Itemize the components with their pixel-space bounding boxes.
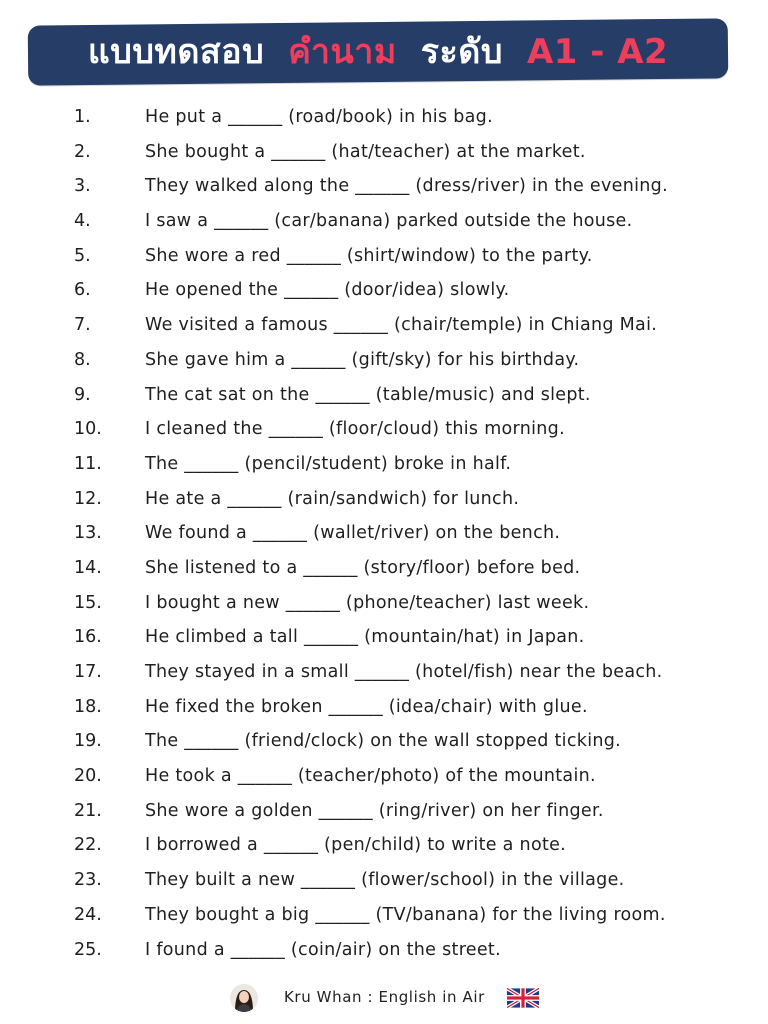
title-part-test: แบบทดสอบ bbox=[87, 32, 265, 72]
worksheet-title bbox=[28, 22, 728, 82]
question-number: 18. bbox=[74, 696, 102, 717]
question-number: 15. bbox=[74, 592, 102, 613]
footer bbox=[0, 980, 768, 1016]
question-sentence: They bought a big ______ (TV/banana) for the living room. bbox=[145, 904, 666, 925]
question-list bbox=[0, 100, 768, 967]
question-item bbox=[0, 551, 768, 586]
question-item bbox=[0, 169, 768, 204]
question-item bbox=[0, 863, 768, 898]
question-number: 8. bbox=[74, 349, 91, 370]
question-sentence: He put a ______ (road/book) in his bag. bbox=[145, 107, 493, 127]
title-part-grade: A1 - A2 bbox=[526, 32, 669, 72]
question-number: 17. bbox=[74, 662, 102, 682]
question-item bbox=[0, 135, 768, 170]
question-sentence: She bought a ______ (hat/teacher) at the market. bbox=[145, 141, 586, 162]
question-sentence: She wore a golden ______ (ring/river) on her finger. bbox=[145, 800, 604, 821]
question-item bbox=[0, 204, 768, 239]
question-number: 14. bbox=[74, 557, 102, 578]
question-sentence: He opened the ______ (door/idea) slowly. bbox=[145, 280, 510, 301]
question-number: 21. bbox=[74, 800, 102, 821]
question-item bbox=[0, 933, 768, 968]
question-sentence: I saw a ______ (car/banana) parked outside the house. bbox=[145, 211, 633, 232]
question-item bbox=[0, 100, 768, 135]
question-number: 22. bbox=[74, 835, 102, 856]
question-sentence: I bought a new ______ (phone/teacher) last week. bbox=[145, 592, 590, 613]
question-number: 16. bbox=[74, 627, 102, 648]
question-sentence: She listened to a ______ (story/floor) before bed. bbox=[145, 557, 581, 578]
question-item bbox=[0, 828, 768, 863]
question-item bbox=[0, 724, 768, 759]
question-sentence: We found a ______ (wallet/river) on the bench. bbox=[145, 523, 561, 544]
question-number: 25. bbox=[74, 939, 102, 960]
question-sentence: She gave him a ______ (gift/sky) for his birthday. bbox=[145, 349, 580, 370]
question-sentence: She wore a red ______ (shirt/window) to the party. bbox=[145, 245, 593, 266]
question-item bbox=[0, 794, 768, 829]
question-item bbox=[0, 482, 768, 517]
question-sentence: I cleaned the ______ (floor/cloud) this morning. bbox=[145, 419, 565, 440]
question-item bbox=[0, 586, 768, 621]
question-item bbox=[0, 378, 768, 413]
question-number: 1. bbox=[74, 107, 91, 127]
question-number: 20. bbox=[74, 766, 102, 787]
question-item bbox=[0, 308, 768, 343]
question-number: 11. bbox=[74, 453, 102, 474]
footer-credit: Kru Whan : English in Air bbox=[284, 988, 485, 1006]
question-sentence: He climbed a tall ______ (mountain/hat) in Japan. bbox=[145, 627, 585, 648]
question-item bbox=[0, 343, 768, 378]
question-item bbox=[0, 690, 768, 725]
question-sentence: They walked along the ______ (dress/river) in the evening. bbox=[145, 176, 668, 197]
question-number: 12. bbox=[74, 488, 102, 509]
teacher-avatar-icon bbox=[230, 984, 258, 1012]
title-part-level: ระดับ bbox=[420, 32, 503, 72]
question-number: 5. bbox=[74, 245, 91, 266]
question-sentence: He fixed the broken ______ (idea/chair) with glue. bbox=[145, 696, 588, 717]
question-number: 4. bbox=[74, 211, 91, 232]
question-number: 13. bbox=[74, 523, 102, 544]
question-sentence: They stayed in a small ______ (hotel/fish) near the beach. bbox=[145, 662, 663, 682]
question-item bbox=[0, 412, 768, 447]
question-sentence: The cat sat on the ______ (table/music) and slept. bbox=[145, 384, 591, 405]
question-sentence: I found a ______ (coin/air) on the street. bbox=[145, 939, 501, 960]
question-sentence: The ______ (pencil/student) broke in half. bbox=[145, 453, 512, 474]
question-number: 19. bbox=[74, 731, 102, 752]
question-item bbox=[0, 898, 768, 933]
question-number: 9. bbox=[74, 384, 91, 405]
title-part-noun: คำนาม bbox=[288, 32, 397, 72]
question-item bbox=[0, 273, 768, 308]
question-number: 6. bbox=[74, 280, 91, 301]
question-number: 7. bbox=[74, 315, 91, 336]
question-number: 2. bbox=[74, 141, 91, 162]
question-item bbox=[0, 655, 768, 690]
question-item bbox=[0, 516, 768, 551]
question-sentence: The ______ (friend/clock) on the wall stopped ticking. bbox=[145, 731, 622, 752]
question-sentence: I borrowed a ______ (pen/child) to write a note. bbox=[145, 835, 567, 856]
uk-flag-icon bbox=[507, 988, 539, 1008]
question-number: 3. bbox=[74, 176, 91, 197]
question-item bbox=[0, 759, 768, 794]
question-item bbox=[0, 620, 768, 655]
question-number: 10. bbox=[74, 419, 102, 440]
question-sentence: They built a new ______ (flower/school) in the village. bbox=[145, 870, 625, 891]
question-number: 23. bbox=[74, 870, 102, 891]
question-sentence: He ate a ______ (rain/sandwich) for lunch. bbox=[145, 488, 520, 509]
question-number: 24. bbox=[74, 904, 102, 925]
question-sentence: He took a ______ (teacher/photo) of the mountain. bbox=[145, 766, 596, 787]
question-item bbox=[0, 239, 768, 274]
question-item bbox=[0, 447, 768, 482]
question-sentence: We visited a famous ______ (chair/temple) in Chiang Mai. bbox=[145, 315, 658, 336]
